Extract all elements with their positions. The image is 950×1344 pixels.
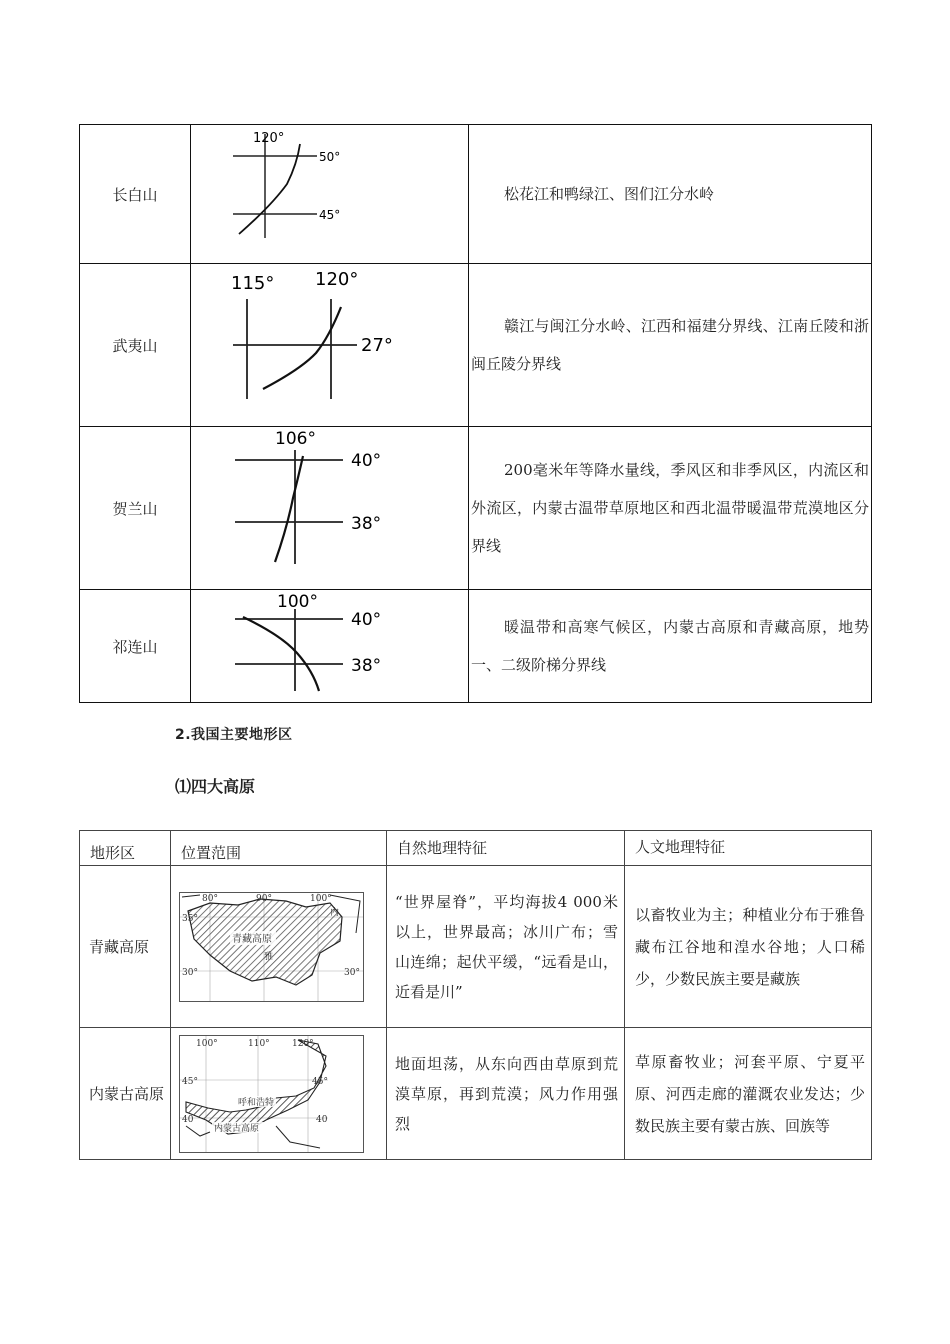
section-heading: 2.我国主要地形区: [175, 727, 293, 743]
region-label: 内蒙古高原: [214, 1123, 260, 1134]
river-label: 雅: [264, 951, 274, 962]
lat-label: 30°: [182, 967, 198, 978]
lat-label: 27°: [361, 335, 393, 356]
natural-features: “世界屋脊”，平均海拔4 000米以上，世界最高；冰川广布；雪山连绵；起伏平缓，“远看是山，近看是川”: [387, 866, 625, 1028]
mountain-figure: [191, 264, 469, 427]
lat-label: 40°: [351, 610, 382, 630]
mountain-description: [469, 125, 872, 264]
region-name: 青藏高原: [80, 866, 171, 1028]
lat-label: 45°: [182, 1076, 198, 1087]
helan-diagram: [191, 428, 468, 588]
subsection-heading: ⑴四大高原: [175, 777, 256, 796]
table-row: [80, 264, 872, 427]
lat-label: 38°: [351, 514, 382, 534]
column-header: 位置范围: [171, 831, 387, 866]
mountain-figure: [191, 590, 469, 703]
region-label: 青藏高原: [232, 933, 272, 945]
mountain-description: [469, 427, 872, 590]
lon-label: 120°: [315, 269, 359, 290]
table-row: [80, 427, 872, 590]
wuyi-diagram: [191, 265, 468, 425]
description-text: 松花江和鸭绿江、图们江分水岭: [504, 185, 715, 203]
tibet-map: [179, 892, 364, 1002]
lon-label: 80°: [202, 893, 218, 904]
location-map-cell: [171, 1028, 387, 1160]
description-text: 赣江与闽江分水岭、江西和福建分界线、江南丘陵和浙闽丘陵分界线: [471, 317, 869, 373]
mountain-description: [469, 590, 872, 703]
column-header: 地形区: [80, 831, 171, 866]
table-row: [80, 590, 872, 703]
column-header: 人文地理特征: [625, 831, 872, 866]
lon-label: 100°: [196, 1038, 218, 1049]
lon-label: 106°: [275, 429, 316, 449]
lon-label: 120°: [253, 131, 285, 146]
lat-label: 40: [316, 1114, 328, 1125]
mountain-figure: [191, 125, 469, 264]
lat-label: 38°: [351, 656, 382, 676]
human-features: 草原畜牧业；河套平原、宁夏平原、河西走廊的灌溉农业发达；少数民族主要有蒙古族、回族等: [625, 1028, 872, 1160]
city-label: 呼和浩特: [238, 1097, 275, 1108]
table-row: [80, 1028, 872, 1160]
qilian-diagram: [191, 591, 468, 701]
mountain-boundary-table: [79, 124, 872, 703]
region-name: 内蒙古高原: [80, 1028, 171, 1160]
table-row: [80, 125, 872, 264]
lat-label: 35°: [182, 913, 198, 924]
human-features: 以畜牧业为主；种植业分布于雅鲁藏布江谷地和湟水谷地；人口稀少，少数民族主要是藏族: [625, 866, 872, 1028]
lon-label: 115°: [231, 273, 275, 294]
lon-label: 110°: [248, 1038, 270, 1049]
lon-label: 120°: [292, 1038, 314, 1049]
lon-label: 100°: [310, 893, 332, 904]
lat-label: 45°: [319, 208, 341, 222]
description-text: 暖温带和高寒气候区，内蒙古高原和青藏高原，地势一、二级阶梯分界线: [471, 618, 869, 674]
mountain-name: 武夷山: [80, 264, 191, 427]
lat-label: 40: [182, 1114, 194, 1125]
mountain-name: 长白山: [80, 125, 191, 264]
inner-mongolia-map: [179, 1035, 364, 1153]
lat-label: 30°: [344, 967, 360, 978]
description-text: 200毫米年等降水量线，季风区和非季风区，内流区和外流区，内蒙古温带草原地区和西北温带暖温带荒漠地区分界线: [471, 461, 869, 555]
map-mark: 内: [330, 907, 340, 918]
lat-label: 40°: [351, 451, 382, 471]
plateau-table: [79, 830, 872, 1160]
lon-label: 90°: [256, 893, 272, 904]
location-map-cell: [171, 866, 387, 1028]
lon-label: 100°: [277, 592, 318, 612]
mountain-figure: [191, 427, 469, 590]
lat-label: 45°: [312, 1076, 328, 1087]
table-header-row: [80, 831, 872, 866]
table-row: [80, 866, 872, 1028]
column-header: 自然地理特征: [387, 831, 625, 866]
lat-label: 50°: [319, 150, 341, 164]
mountain-name: 贺兰山: [80, 427, 191, 590]
changbai-diagram: [191, 126, 468, 262]
mountain-description: [469, 264, 872, 427]
mountain-name: 祁连山: [80, 590, 191, 703]
natural-features: 地面坦荡，从东向西由草原到荒漠草原，再到荒漠；风力作用强烈: [387, 1028, 625, 1160]
